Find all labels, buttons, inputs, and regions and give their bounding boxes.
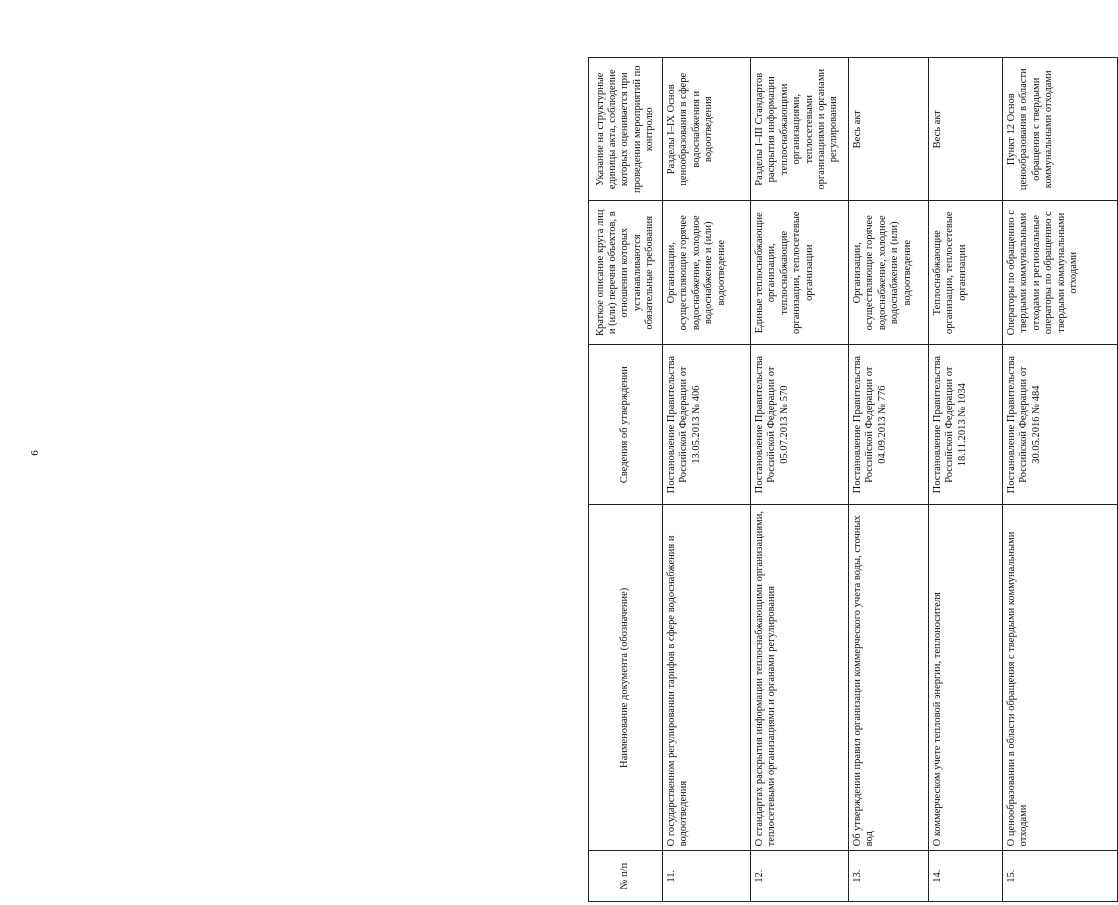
- table-row: [751, 58, 849, 902]
- table-row: [849, 58, 929, 902]
- table-row: [663, 58, 751, 902]
- row-reference: Весь акт: [849, 58, 929, 202]
- requirements-table: [588, 57, 1118, 902]
- row-reference: Разделы I–III Стандартов раскрытия информации теплоснабжающими организациями, теплосетевыми организациями и органами регулирования: [751, 58, 849, 202]
- row-approval: Постановление Правительства Российской Федерации от 04.09.2013 № 776: [849, 344, 929, 504]
- row-name: О ценообразовании в области обращения с твердыми коммунальными отходами: [1003, 505, 1118, 851]
- row-name: О коммерческом учете тепловой энергии, теплоносителя: [929, 505, 1003, 851]
- row-scope: Единые теплоснабжающие организации, теплоснабжающие организации, теплосетевые организации: [751, 201, 849, 344]
- row-scope: Организации, осуществляющие горячее водоснабжение, холодное водоснабжение и (или) водоотведение: [849, 201, 929, 344]
- table-header-row: [589, 58, 663, 902]
- page-number: 6: [29, 450, 41, 456]
- table-row: [929, 58, 1003, 902]
- row-num: 12.: [751, 851, 849, 902]
- header-name: Наименование документа (обозначение): [589, 505, 663, 851]
- row-scope: Теплоснабжающие организации, теплосетевые организации: [929, 201, 1003, 344]
- row-num: 11.: [663, 851, 751, 902]
- row-approval: Постановление Правительства Российской Федерации от 13.05.2013 № 406: [663, 344, 751, 504]
- row-name: Об утверждении правил организации коммерческого учета воды, сточных вод: [849, 505, 929, 851]
- header-scope: Краткое описание круга лиц и (или) перечня объектов, в отношении которых устанавливаются обязательные требования: [589, 201, 663, 344]
- row-scope: Операторы по обращению с твердыми коммунальными отходами и региональные операторы по обращению с твердыми коммунальными отходами: [1003, 201, 1118, 344]
- header-approval: Сведения об утверждении: [589, 344, 663, 504]
- row-reference: Разделы I–IX Основ ценообразования в сфере водоснабжения и водоотведения: [663, 58, 751, 202]
- row-approval: Постановление Правительства Российской Федерации от 18.11.2013 № 1034: [929, 344, 1003, 504]
- row-reference: Пункт 12 Основ ценообразования в области обращения с твердыми коммунальными отходами: [1003, 58, 1118, 202]
- header-num: № п/п: [589, 851, 663, 902]
- row-num: 13.: [849, 851, 929, 902]
- row-name: О государственном регулировании тарифов в сфере водоснабжения и водоотведения: [663, 505, 751, 851]
- row-name: О стандартах раскрытия информации теплоснабжающими организациями, теплосетевыми организациями и органами регулирования: [751, 505, 849, 851]
- row-reference: Весь акт: [929, 58, 1003, 202]
- row-scope: Организации, осуществляющие горячее водоснабжение, холодное водоснабжение и (или) водоотведение: [663, 201, 751, 344]
- header-reference: Указание на структурные единицы акта, соблюдение которых оценивается при проведении мероприятий по контролю: [589, 58, 663, 202]
- row-num: 14.: [929, 851, 1003, 902]
- rotated-table-container: [588, 57, 1118, 902]
- row-num: 15.: [1003, 851, 1118, 902]
- row-approval: Постановление Правительства Российской Федерации от 05.07.2013 № 570: [751, 344, 849, 504]
- row-approval: Постановление Правительства Российской Федерации от 30.05.2016 № 484: [1003, 344, 1118, 504]
- table-row: [1003, 58, 1118, 902]
